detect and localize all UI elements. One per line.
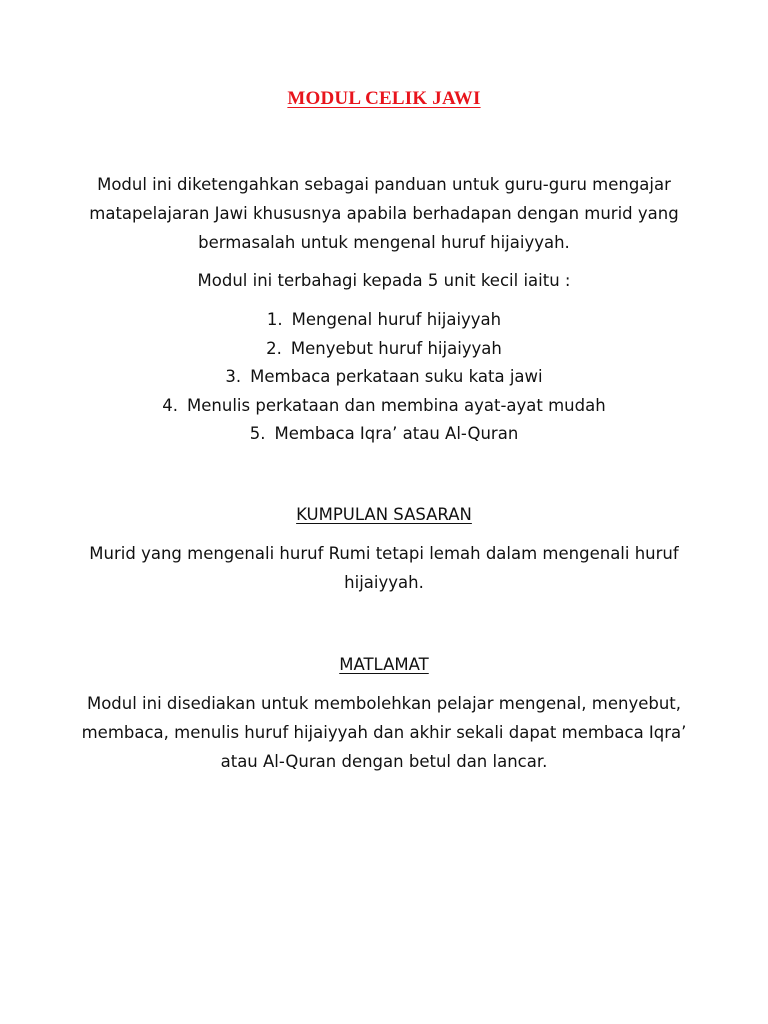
list-item-number: 3. <box>225 367 242 387</box>
unit-list <box>0 306 768 449</box>
list-item <box>0 392 768 421</box>
list-item-number: 5. <box>249 424 266 444</box>
intro-paragraph: Modul ini diketengahkan sebagai panduan untuk guru-guru mengajar matapelajaran Jawi khususnya apabila berhadapan dengan murid yang bermasalah untuk mengenal huruf hijaiyyah. <box>89 175 679 252</box>
list-item-number: 1. <box>266 310 283 329</box>
list-item-number: 2. <box>266 338 282 358</box>
units-intro-paragraph: Modul ini terbahagi kepada 5 unit kecil iaitu : <box>197 271 571 290</box>
list-item-text: Menyebut huruf hijaiyyah <box>290 338 502 358</box>
list-item-text: Mengenal huruf hijaiyyah <box>291 310 502 329</box>
list-item <box>0 363 768 392</box>
sasaran-heading: KUMPULAN SASARAN <box>296 505 472 524</box>
document-title: MODUL CELIK JAWI <box>287 88 481 109</box>
matlamat-heading: MATLAMAT <box>339 655 429 674</box>
list-item <box>0 306 768 335</box>
list-item <box>0 335 768 364</box>
list-item <box>0 420 768 449</box>
list-item-number: 4. <box>162 395 179 415</box>
list-item-text: Membaca perkataan suku kata jawi <box>250 367 543 387</box>
matlamat-paragraph: Modul ini disediakan untuk membolehkan pelajar mengenal, menyebut, membaca, menulis huruf hijaiyyah dan akhir sekali dapat membaca Iqra’ atau Al-Quran dengan betul dan lancar. <box>81 694 687 771</box>
list-item-text: Membaca Iqra’ atau Al-Quran <box>274 424 519 444</box>
list-item-text: Menulis perkataan dan membina ayat-ayat mudah <box>187 395 606 415</box>
sasaran-paragraph: Murid yang mengenali huruf Rumi tetapi lemah dalam mengenali huruf hijaiyyah. <box>89 544 679 592</box>
